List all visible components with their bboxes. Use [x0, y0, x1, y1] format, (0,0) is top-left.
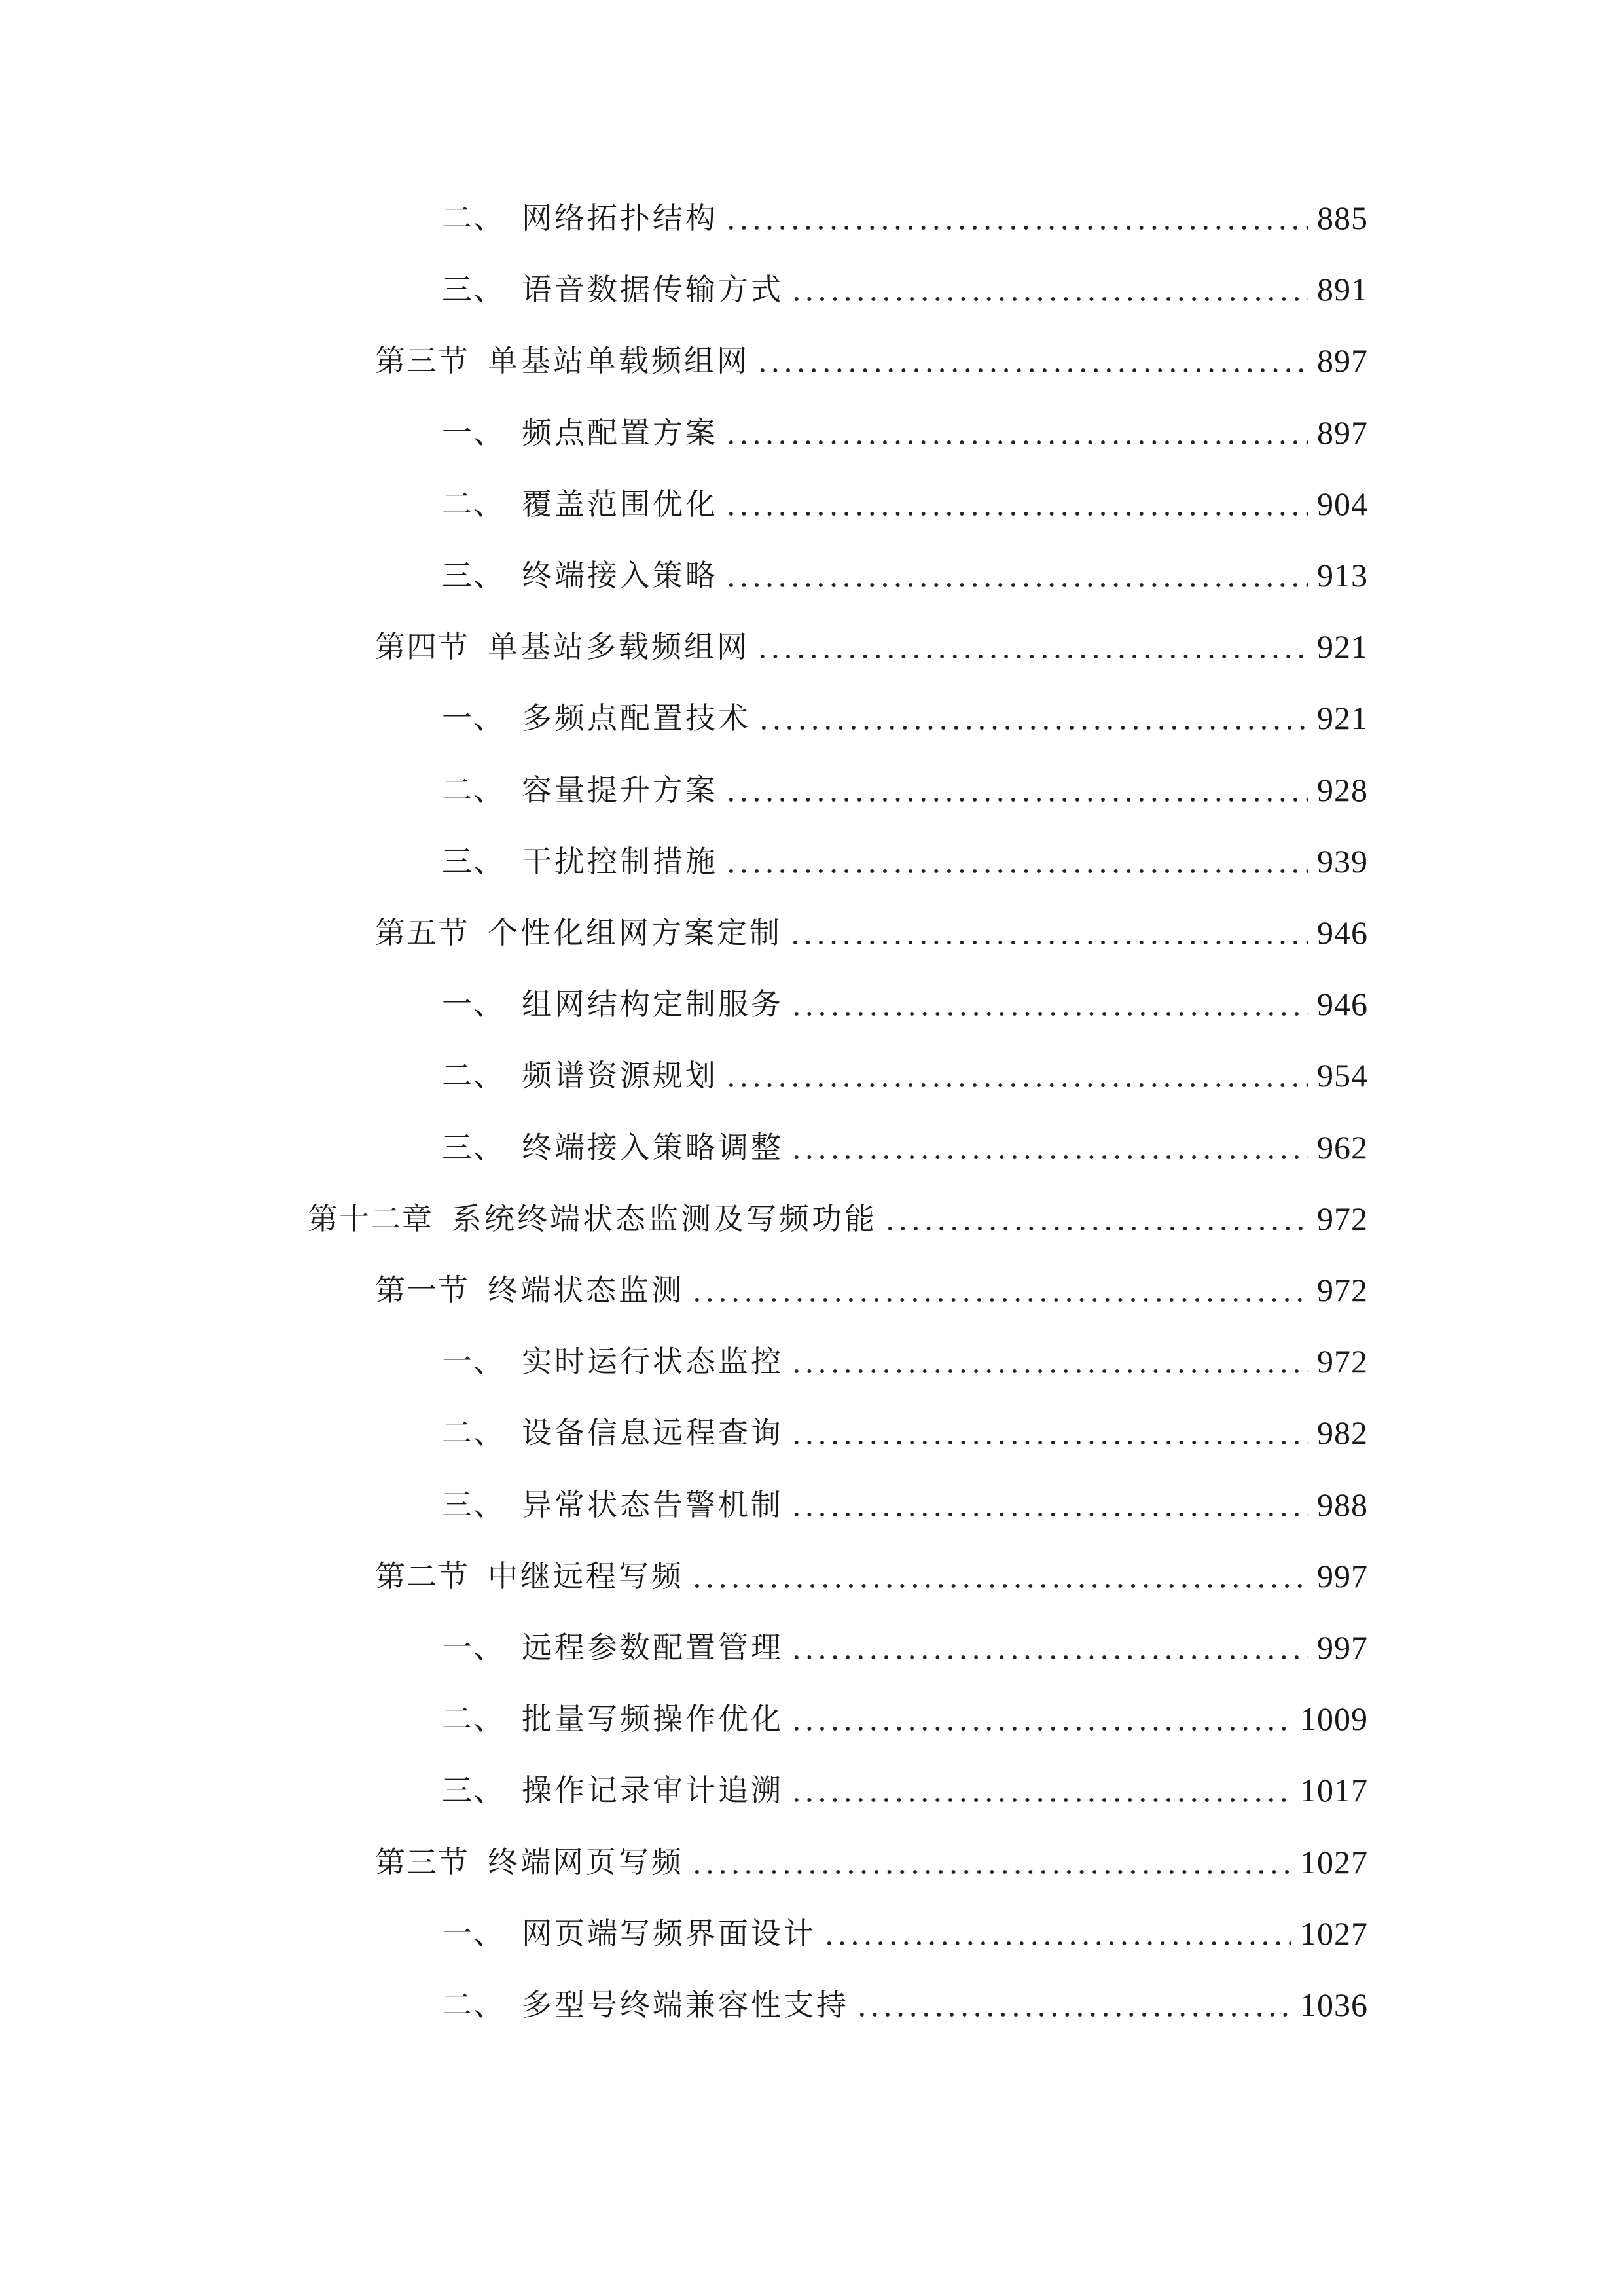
toc-entry-title: 终端状态监测 — [488, 1272, 684, 1308]
toc-entry-page-number: 913 — [1317, 557, 1368, 594]
toc-entry-number: 三、 — [442, 1772, 505, 1808]
toc-entry-item[interactable] — [442, 475, 1368, 533]
toc-entry-number: 一、 — [442, 414, 505, 450]
toc-entry-page-number: 1009 — [1300, 1700, 1368, 1738]
dot-leader — [790, 296, 1308, 302]
toc-entry-item[interactable] — [442, 1761, 1368, 1820]
toc-entry-page-number: 897 — [1317, 342, 1368, 380]
toc-entry-title: 设备信息远程查询 — [522, 1415, 784, 1451]
toc-entry-number: 二、 — [442, 772, 505, 808]
toc-entry-item[interactable] — [442, 832, 1368, 891]
toc-entry-number: 二、 — [442, 486, 505, 522]
toc-entry-item[interactable] — [442, 1046, 1368, 1105]
toc-entry-number: 三、 — [442, 1129, 505, 1165]
toc-entry-title: 多频点配置技术 — [522, 700, 751, 736]
toc-entry-title: 多型号终端兼容性支持 — [522, 1987, 849, 2022]
dot-leader — [790, 1726, 1291, 1731]
toc-entry-page-number: 1027 — [1300, 1843, 1368, 1880]
toc-entry-number: 二、 — [442, 1415, 505, 1451]
dot-leader — [790, 1369, 1308, 1374]
toc-entry-title: 中继远程写频 — [488, 1558, 684, 1594]
toc-entry-number: 二、 — [442, 1701, 505, 1737]
toc-entry-item[interactable] — [442, 761, 1368, 819]
toc-entry-page-number: 997 — [1317, 1629, 1368, 1666]
toc-entry-page-number: 972 — [1317, 1343, 1368, 1380]
dot-leader — [725, 225, 1308, 230]
dot-leader — [790, 1011, 1308, 1016]
toc-entry-section[interactable] — [375, 1261, 1368, 1319]
toc-entry-page-number: 982 — [1317, 1414, 1368, 1452]
dot-leader — [691, 1297, 1308, 1302]
toc-entry-page-number: 972 — [1317, 1272, 1368, 1308]
toc-entry-section[interactable] — [375, 331, 1368, 390]
toc-entry-chapter[interactable] — [308, 1189, 1368, 1248]
toc-entry-number: 第三节 — [375, 343, 469, 379]
toc-entry-page-number: 954 — [1317, 1057, 1368, 1094]
toc-entry-page-number: 997 — [1317, 1557, 1368, 1594]
toc-entry-title: 网页端写频界面设计 — [522, 1915, 816, 1951]
toc-entry-page-number: 921 — [1317, 700, 1368, 737]
dot-leader — [756, 368, 1308, 373]
toc-entry-title: 干扰控制措施 — [522, 843, 718, 879]
toc-entry-title: 组网结构定制服务 — [522, 986, 784, 1022]
toc-entry-number: 一、 — [442, 1915, 505, 1951]
toc-entry-item[interactable] — [442, 1475, 1368, 1534]
toc-entry-title: 系统终端状态监测及写频功能 — [452, 1200, 877, 1236]
toc-entry-number: 第十二章 — [308, 1200, 433, 1236]
toc-entry-item[interactable] — [442, 1689, 1368, 1748]
dot-leader — [757, 725, 1308, 730]
dot-leader — [725, 511, 1308, 516]
toc-entry-page-number: 988 — [1317, 1486, 1368, 1523]
dot-leader — [691, 1869, 1291, 1874]
toc-entry-number: 二、 — [442, 1987, 505, 2022]
toc-entry-title: 批量写频操作优化 — [522, 1701, 784, 1737]
toc-entry-number: 一、 — [442, 1630, 505, 1665]
toc-entry-number: 三、 — [442, 1486, 505, 1522]
toc-entry-number: 第二节 — [375, 1558, 469, 1594]
toc-entry-item[interactable] — [442, 403, 1368, 462]
toc-entry-title: 频点配置方案 — [522, 414, 718, 450]
toc-entry-section[interactable] — [375, 1547, 1368, 1605]
toc-entry-item[interactable] — [442, 546, 1368, 605]
dot-leader — [856, 2012, 1291, 2017]
toc-entry-title: 容量提升方案 — [522, 772, 718, 808]
dot-leader — [756, 654, 1308, 659]
toc-entry-title: 单基站多载频组网 — [488, 629, 749, 665]
toc-entry-title: 操作记录审计追溯 — [522, 1772, 784, 1808]
dot-leader — [790, 1797, 1291, 1803]
toc-entry-item[interactable] — [442, 975, 1368, 1033]
toc-entry-page-number: 904 — [1317, 485, 1368, 522]
toc-entry-page-number: 946 — [1317, 914, 1368, 951]
toc-entry-page-number: 1017 — [1300, 1772, 1368, 1809]
toc-entry-page-number: 885 — [1317, 200, 1368, 236]
toc-entry-item[interactable] — [442, 1904, 1368, 1963]
toc-entry-page-number: 1036 — [1300, 1986, 1368, 2023]
toc-entry-title: 频谱资源规划 — [522, 1058, 718, 1094]
dot-leader — [691, 1583, 1308, 1588]
toc-entry-number: 一、 — [442, 1344, 505, 1380]
toc-entry-number: 二、 — [442, 1058, 505, 1094]
dot-leader — [823, 1941, 1291, 1946]
toc-entry-page-number: 946 — [1317, 986, 1368, 1023]
toc-entry-section[interactable] — [375, 1833, 1368, 1892]
dot-leader — [725, 869, 1308, 874]
toc-entry-item[interactable] — [442, 1618, 1368, 1677]
toc-entry-page-number: 921 — [1317, 628, 1368, 666]
toc-entry-number: 第五节 — [375, 915, 469, 950]
toc-entry-page-number: 928 — [1317, 771, 1368, 808]
toc-entry-item[interactable] — [442, 260, 1368, 319]
dot-leader — [790, 1155, 1308, 1160]
toc-entry-title: 覆盖范围优化 — [522, 486, 718, 522]
toc-entry-number: 三、 — [442, 558, 505, 593]
toc-entry-number: 第四节 — [375, 629, 469, 665]
toc-entry-section[interactable] — [375, 617, 1368, 676]
dot-leader — [790, 1655, 1308, 1660]
toc-entry-item[interactable] — [442, 1118, 1368, 1177]
dot-leader — [789, 940, 1308, 945]
dot-leader — [725, 440, 1308, 445]
dot-leader — [884, 1226, 1308, 1231]
toc-entry-number: 三、 — [442, 272, 505, 308]
toc-entry-number: 三、 — [442, 843, 505, 879]
dot-leader — [725, 797, 1308, 802]
dot-leader — [725, 583, 1308, 588]
toc-entry-page-number: 962 — [1317, 1128, 1368, 1166]
toc-entry-item[interactable] — [442, 1403, 1368, 1462]
toc-entry-page-number: 972 — [1317, 1200, 1368, 1237]
toc-entry-page-number: 891 — [1317, 271, 1368, 308]
toc-entry-title: 终端网页写频 — [488, 1844, 684, 1880]
toc-entry-page-number: 1027 — [1300, 1914, 1368, 1952]
toc-entry-title: 网络拓扑结构 — [522, 200, 718, 236]
toc-entry-number: 一、 — [442, 986, 505, 1022]
dot-leader — [790, 1512, 1308, 1517]
toc-entry-number: 第一节 — [375, 1272, 469, 1308]
dot-leader — [725, 1083, 1308, 1088]
toc-entry-item[interactable] — [442, 689, 1368, 747]
toc-entry-item[interactable] — [442, 188, 1368, 247]
toc-entry-title: 语音数据传输方式 — [522, 272, 784, 308]
toc-entry-title: 异常状态告警机制 — [522, 1486, 784, 1522]
dot-leader — [790, 1440, 1308, 1445]
toc-entry-title: 终端接入策略调整 — [522, 1129, 784, 1165]
toc-entry-item[interactable] — [442, 1332, 1368, 1391]
toc-entry-page-number: 939 — [1317, 842, 1368, 880]
toc-entry-number: 二、 — [442, 200, 505, 236]
toc-entry-title: 个性化组网方案定制 — [488, 915, 782, 950]
toc-entry-page-number: 897 — [1317, 414, 1368, 451]
toc-entry-section[interactable] — [375, 903, 1368, 962]
toc-entry-title: 单基站单载频组网 — [488, 343, 749, 379]
toc-entry-title: 实时运行状态监控 — [522, 1344, 784, 1380]
toc-entry-title: 远程参数配置管理 — [522, 1630, 784, 1665]
toc-entry-title: 终端接入策略 — [522, 558, 718, 593]
toc-entry-number: 一、 — [442, 700, 505, 736]
toc-entry-item[interactable] — [442, 1975, 1368, 2034]
toc-entry-number: 第三节 — [375, 1844, 469, 1880]
